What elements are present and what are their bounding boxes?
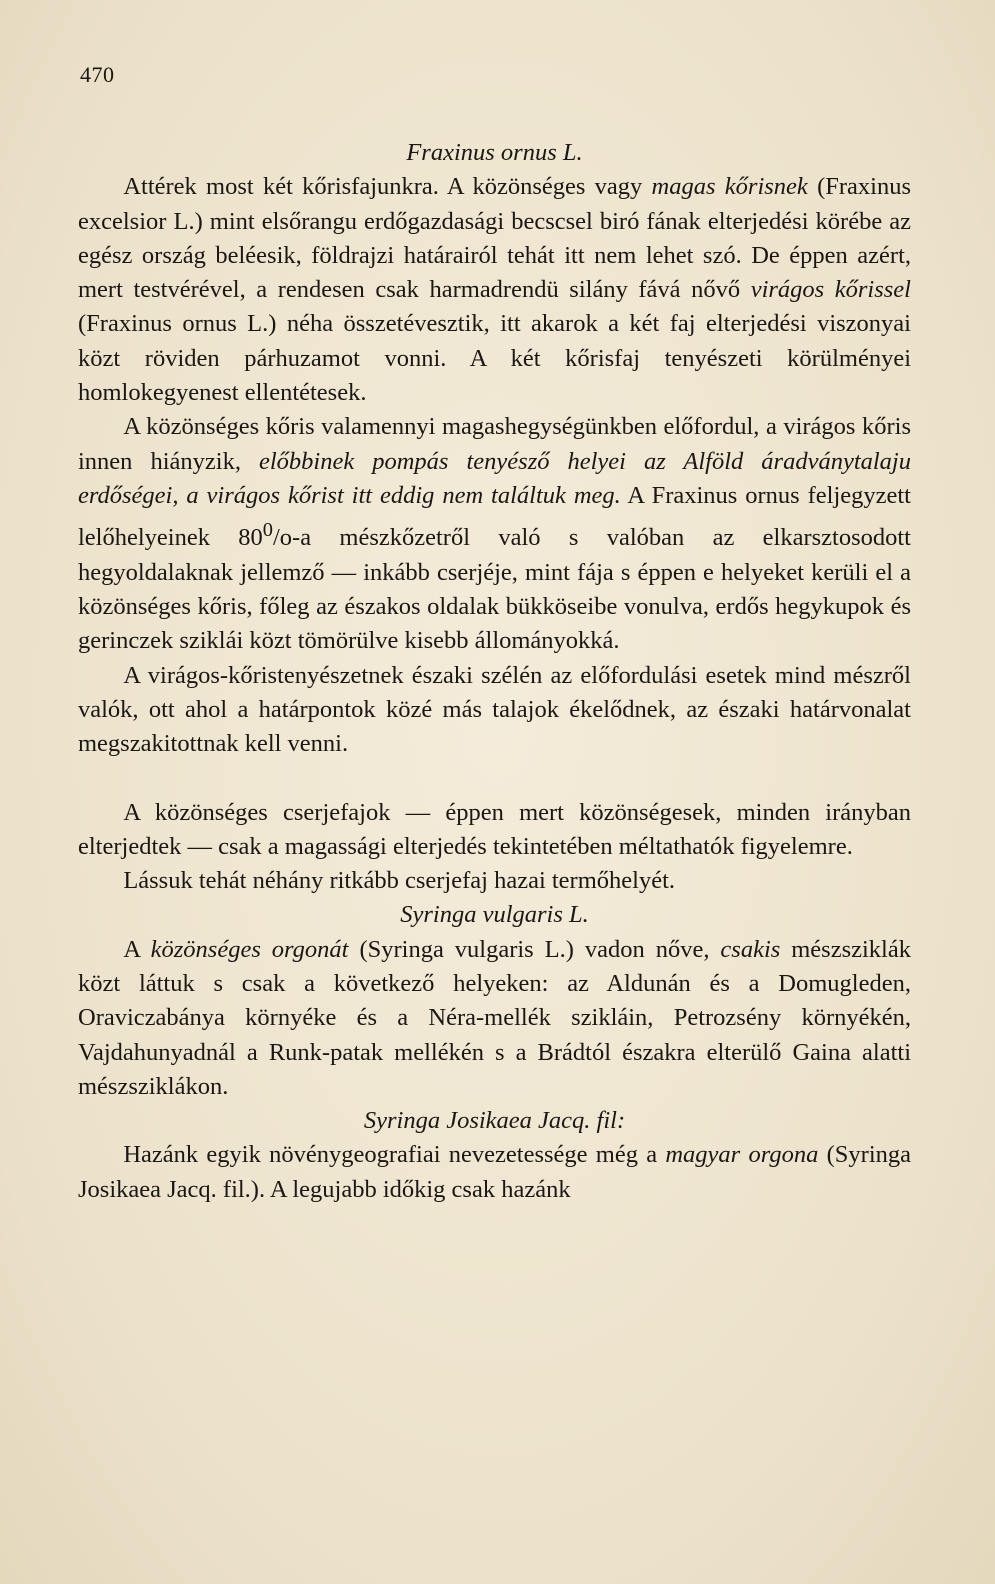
section-heading-fraxinus: Fraxinus ornus L. — [406, 139, 583, 166]
text-body — [78, 136, 911, 1207]
spacer — [78, 762, 911, 796]
section-heading-syringa-josikaea: Syringa Josikaea Jacq. fil: — [363, 1107, 626, 1135]
page-number: 470 — [80, 62, 115, 87]
paragraph-7: Hazánk egyik növénygeografiai nevezetessége még a magyar orgona (Syringa Josikaea Jacq. fil.). A legujabb időkig csak hazánk — [78, 1141, 911, 1203]
section-heading-syringa-vulgaris: Syringa vulgaris L. — [400, 901, 589, 929]
paragraph-6: A közönséges orgonát (Syringa vulgaris L.) vadon nőve, csakis mészsziklák közt láttuk s csak a következő helyeken: az Aldunán és a Domugleden, Oraviczabánya környéke és a Néra-mellék szikláin, Petrozsény környékén, Vajdahunyadnál a Runk-patak mellékén s a Brádtól északra elterülő Gaina alatti mészsziklákon. — [78, 935, 911, 1100]
italic-term: virágos kőrissel — [750, 276, 911, 304]
paragraph-2: A közönséges kőris valamennyi magashegységünkben előfordul, a virágos kőris innen hiányzik, előbbinek pompás tenyésző helyei az Alföld áradványtalaju erdőségei, a virágos kőrist itt eddig nem találtuk meg. A Fraxinus ornus feljegyzett lelőhelyeinek $80^0/o-a$ mészkőzetről való s valóban az elkarsztosodott hegyoldalaknak jellemző — inkább cserjéje, mint fája s éppen e helyeket kerüli el a közönséges kőris, főleg az északos oldalak bükköseibe vonulva, erdős hegykupok és gerinczek sziklái közt tömörülve kisebb állományokká. — [78, 413, 911, 655]
italic-term: előbbinek pompás tenyésző helyei az Alföld áradványtalaju erdőségei, a virágos kőrist itt eddig nem találtuk meg. — [78, 447, 911, 509]
paragraph-5: Lássuk tehát néhány ritkább cserjefaj hazai termőhelyét. — [123, 867, 676, 895]
paragraph-1: Attérek most két kőrisfajunkra. A közönséges vagy magas kőrisnek (Fraxinus excelsior L.) mint elsőrangu erdőgazdasági becscsel biró fának elterjedési körébe az egész ország beléesik, földrajzi határairól tehát itt nem lehet szó. De éppen azért, mert testvérével, a rendesen csak harmadrendü silány fává nővő virágos kőrissel (Fraxinus ornus L.) néha összetévesztik, itt akarok a két faj elterjedési viszonyai közt röviden párhuzamot vonni. A két kőrisfaj tenyészeti körülményei homlokegyenest ellentétesek. — [78, 173, 911, 407]
italic-term: magas kőrisnek — [651, 173, 808, 201]
italic-term: magyar orgona — [665, 1141, 819, 1169]
italic-term: közönséges orgonát — [150, 935, 349, 963]
italic-term: csakis — [720, 935, 781, 963]
paragraph-4: A közönséges cserjefajok — éppen mert közönségesek, minden irányban elterjedtek — csak a magassági elterjedés tekintetében méltathatók figyelemre. — [78, 798, 911, 860]
paragraph-3: A virágos-kőristenyészetnek északi szélén az előfordulási esetek mind mészről valók, ott ahol a határpontok közé más talajok ékelődnek, az északi határvonalat megszakitottnak kell venni. — [78, 661, 911, 758]
